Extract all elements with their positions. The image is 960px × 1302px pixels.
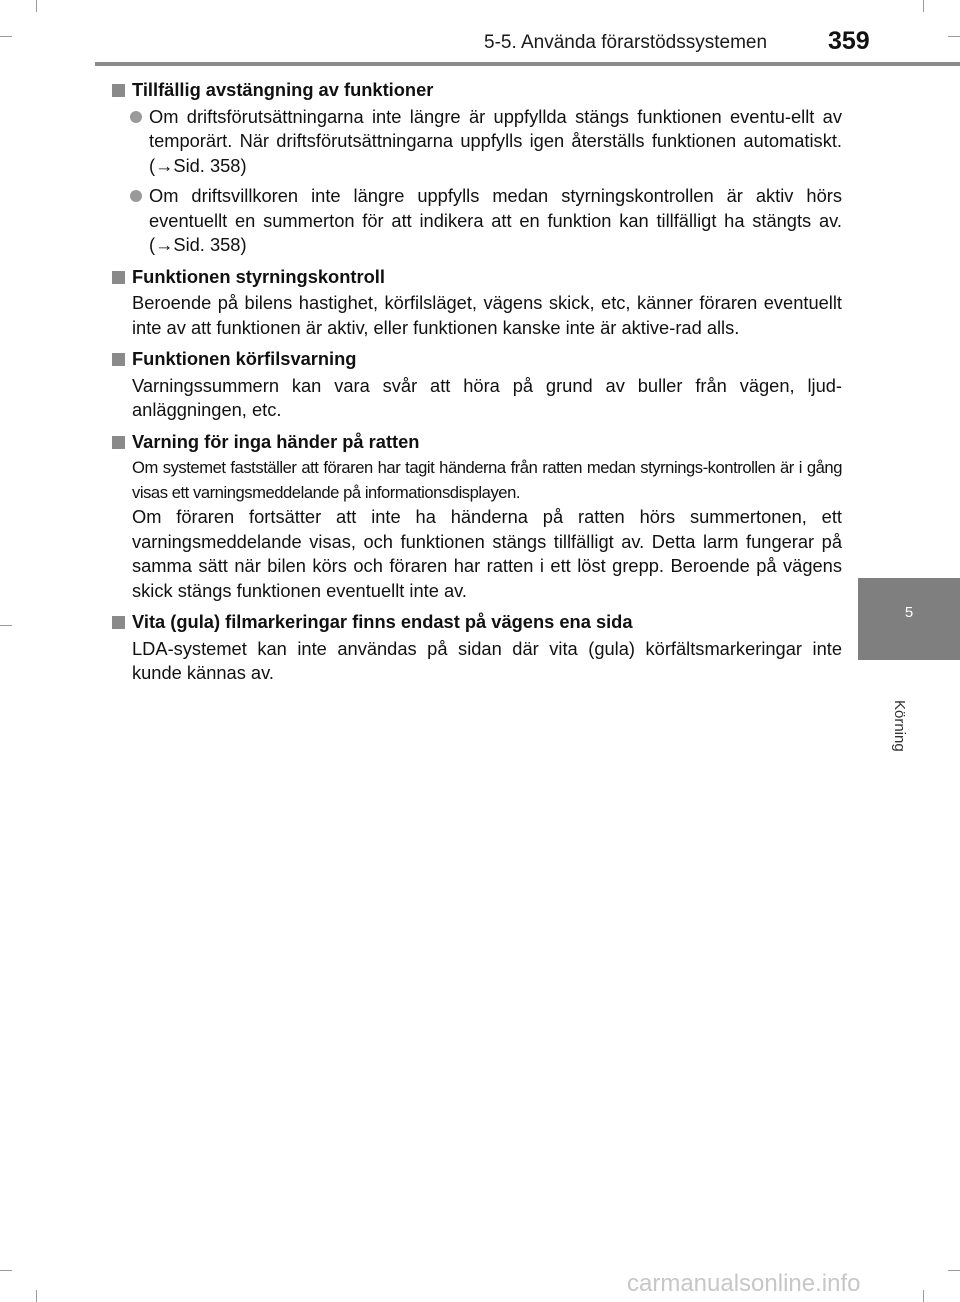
section-heading-text: Tillfällig avstängning av funktioner	[132, 79, 434, 100]
list-item	[112, 184, 842, 258]
section-hands-off-warning	[112, 430, 842, 604]
circle-bullet-icon	[130, 190, 142, 202]
crop-mark	[0, 1270, 12, 1271]
section-one-sided-markings	[112, 610, 842, 686]
square-bullet-icon	[112, 353, 125, 366]
section-heading	[112, 430, 842, 455]
chapter-number: 5	[904, 604, 914, 621]
chapter-label: Körning	[891, 700, 908, 752]
chapter-tab	[858, 578, 960, 660]
section-heading-text: Vita (gula) filmarkeringar finns endast på vägens ena sida	[132, 611, 633, 632]
section-heading-text: Funktionen styrningskontroll	[132, 265, 385, 287]
crop-mark	[0, 625, 12, 626]
watermark-text: carmanualsonline.info	[627, 1270, 861, 1297]
list-item-text: Om driftsvillkoren inte längre uppfylls medan styrningskontrollen är aktiv hörs eventuellt en summerton för att indikera att en funktion kan tillfälligt ha stängts av. (→Sid. 358)	[149, 185, 842, 255]
paragraph: LDA-systemet kan inte användas på sidan där vita (gula) körfältsmarkeringar inte kunde kännas av.	[132, 637, 842, 683]
paragraph: Varningssummern kan vara svår att höra på grund av buller från vägen, ljud-anläggningen, etc.	[132, 374, 842, 420]
page-content	[112, 78, 842, 693]
square-bullet-icon	[112, 84, 125, 97]
section-title: 5-5. Använda förarstödssystemen	[484, 32, 768, 53]
crop-mark	[923, 1290, 924, 1302]
page-number: 359	[828, 27, 870, 55]
section-heading	[112, 610, 842, 635]
section-heading-text: Funktionen körfilsvarning	[132, 348, 357, 369]
square-bullet-icon	[112, 616, 125, 629]
paragraph: Om systemet fastställer att föraren har tagit händerna från ratten medan styrnings-kontrollen är i gång visas ett varningsmeddelande på informationsdisplayen.	[132, 458, 842, 502]
section-temporary-shutdown	[112, 78, 842, 258]
square-bullet-icon	[112, 436, 125, 449]
circle-bullet-icon	[130, 111, 142, 123]
section-heading-text: Varning för inga händer på ratten	[132, 430, 420, 452]
list-item-text: Om driftsförutsättningarna inte längre är uppfyllda stängs funktionen eventu-ellt av temporärt. När driftsförutsättningarna uppfylls igen återställs funktionen automatiskt. (→Sid. 358)	[149, 105, 842, 176]
crop-mark	[948, 1270, 960, 1271]
square-bullet-icon	[112, 271, 125, 284]
section-steering-control	[112, 265, 842, 341]
list-item	[112, 105, 842, 179]
section-lane-warning	[112, 347, 842, 423]
header-rule	[95, 62, 960, 66]
page-header	[0, 0, 960, 66]
crop-mark	[36, 1290, 37, 1302]
section-heading	[112, 265, 842, 290]
paragraph: Beroende på bilens hastighet, körfilsläget, vägens skick, etc, känner föraren eventuellt inte av att funktionen är aktiv, eller funktionen kanske inte är aktive-rad alls.	[132, 292, 842, 338]
paragraph: Om föraren fortsätter att inte ha händerna på ratten hörs summertonen, ett varningsmeddelande visas, och funktionen stängs tillfälligt av. Detta larm fungerar på samma sätt när bilen körs och föraren har ratten i ett löst grepp. Beroende på vägens skick stängs funktionen eventuellt inte av.	[132, 506, 842, 601]
section-heading	[112, 347, 842, 372]
section-heading	[112, 78, 842, 103]
